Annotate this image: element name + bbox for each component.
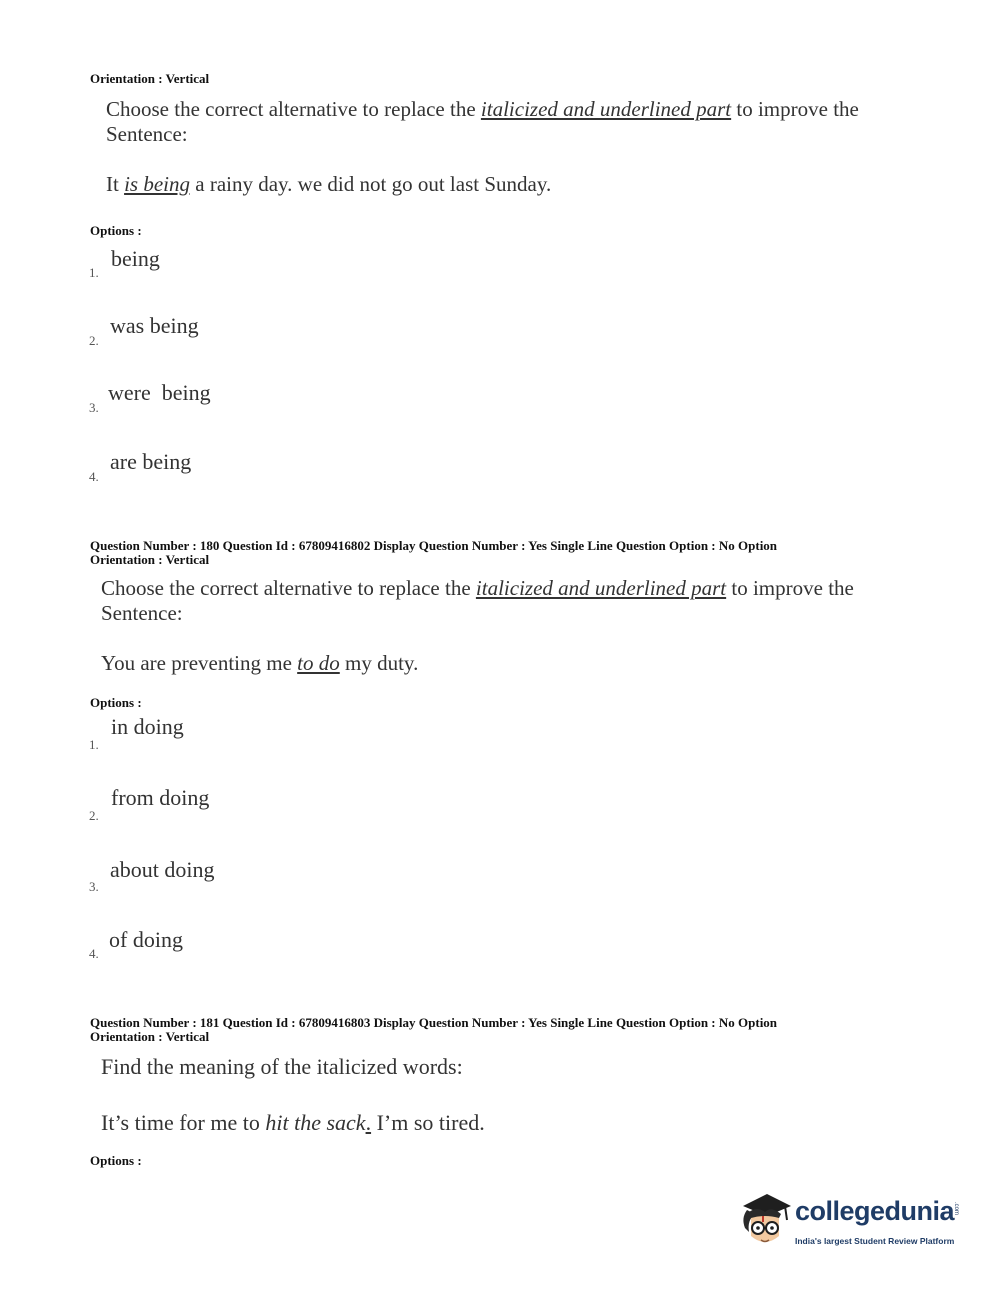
logo-com: .com: [953, 1202, 959, 1216]
q180-option-3[interactable]: about doing: [110, 857, 215, 882]
q179-option-3-num: 3.: [89, 400, 99, 415]
logo-tagline: India's largest Student Review Platform: [795, 1236, 955, 1246]
q179-option-4-num: 4.: [89, 469, 99, 484]
q181-options-label: Options :: [90, 1153, 142, 1168]
q181-sentence: It’s time for me to hit the sack. I’m so tired.: [101, 1110, 485, 1135]
logo-wordmark: collegedunia: [795, 1196, 955, 1226]
q179-option-3[interactable]: were being: [108, 380, 211, 405]
q180-sentence-underlined: to do: [297, 651, 340, 675]
q179-options-label: Options :: [90, 223, 142, 238]
q179-prompt-line2: Sentence:: [106, 122, 188, 146]
q180-option-2[interactable]: from doing: [111, 785, 210, 810]
q179-sentence: It is being a rainy day. we did not go out last Sunday.: [106, 172, 552, 196]
q179-option-2-num: 2.: [89, 333, 99, 348]
q180-prompt: Choose the correct alternative to replace the italicized and underlined part to improve the: [101, 576, 854, 600]
q179-option-1-num: 1.: [89, 265, 99, 280]
q180-option-1[interactable]: in doing: [111, 714, 184, 739]
q179-option-2[interactable]: was being: [110, 313, 199, 338]
q180-meta: Question Number : 180 Question Id : 67809416802 Display Question Number : Yes Single Line Question Option : No Option: [90, 538, 778, 553]
q179-prompt: Choose the correct alternative to replace the italicized and underlined part to improve the: [106, 97, 859, 121]
mascot-icon: [735, 1188, 795, 1258]
q179-sentence-underlined: is being: [124, 172, 190, 196]
q181-orientation: Orientation : Vertical: [90, 1029, 210, 1044]
q180-option-2-num: 2.: [89, 808, 99, 823]
q179-orientation: Orientation : Vertical: [90, 71, 210, 86]
q179-option-4[interactable]: are being: [110, 449, 192, 474]
q181-prompt: Find the meaning of the italicized words:: [101, 1054, 463, 1079]
q181-meta: Question Number : 181 Question Id : 67809416803 Display Question Number : Yes Single Line Question Option : No Option: [90, 1015, 778, 1030]
q181-sentence-italic: hit the sack: [265, 1110, 366, 1135]
q180-prompt-underlined: italicized and underlined part: [475, 576, 727, 600]
q180-option-1-num: 1.: [89, 737, 99, 752]
q180-options-label: Options :: [90, 695, 142, 710]
q180-sentence: You are preventing me to do my duty.: [101, 651, 419, 675]
q180-option-3-num: 3.: [89, 879, 99, 894]
q180-prompt-line2: Sentence:: [101, 601, 183, 625]
collegedunia-logo: [735, 1188, 965, 1258]
q179-option-1[interactable]: being: [111, 246, 160, 271]
q180-orientation: Orientation : Vertical: [90, 552, 210, 567]
q179-prompt-underlined: italicized and underlined part: [480, 97, 732, 121]
q180-option-4[interactable]: of doing: [109, 927, 183, 952]
q180-option-4-num: 4.: [89, 946, 99, 961]
